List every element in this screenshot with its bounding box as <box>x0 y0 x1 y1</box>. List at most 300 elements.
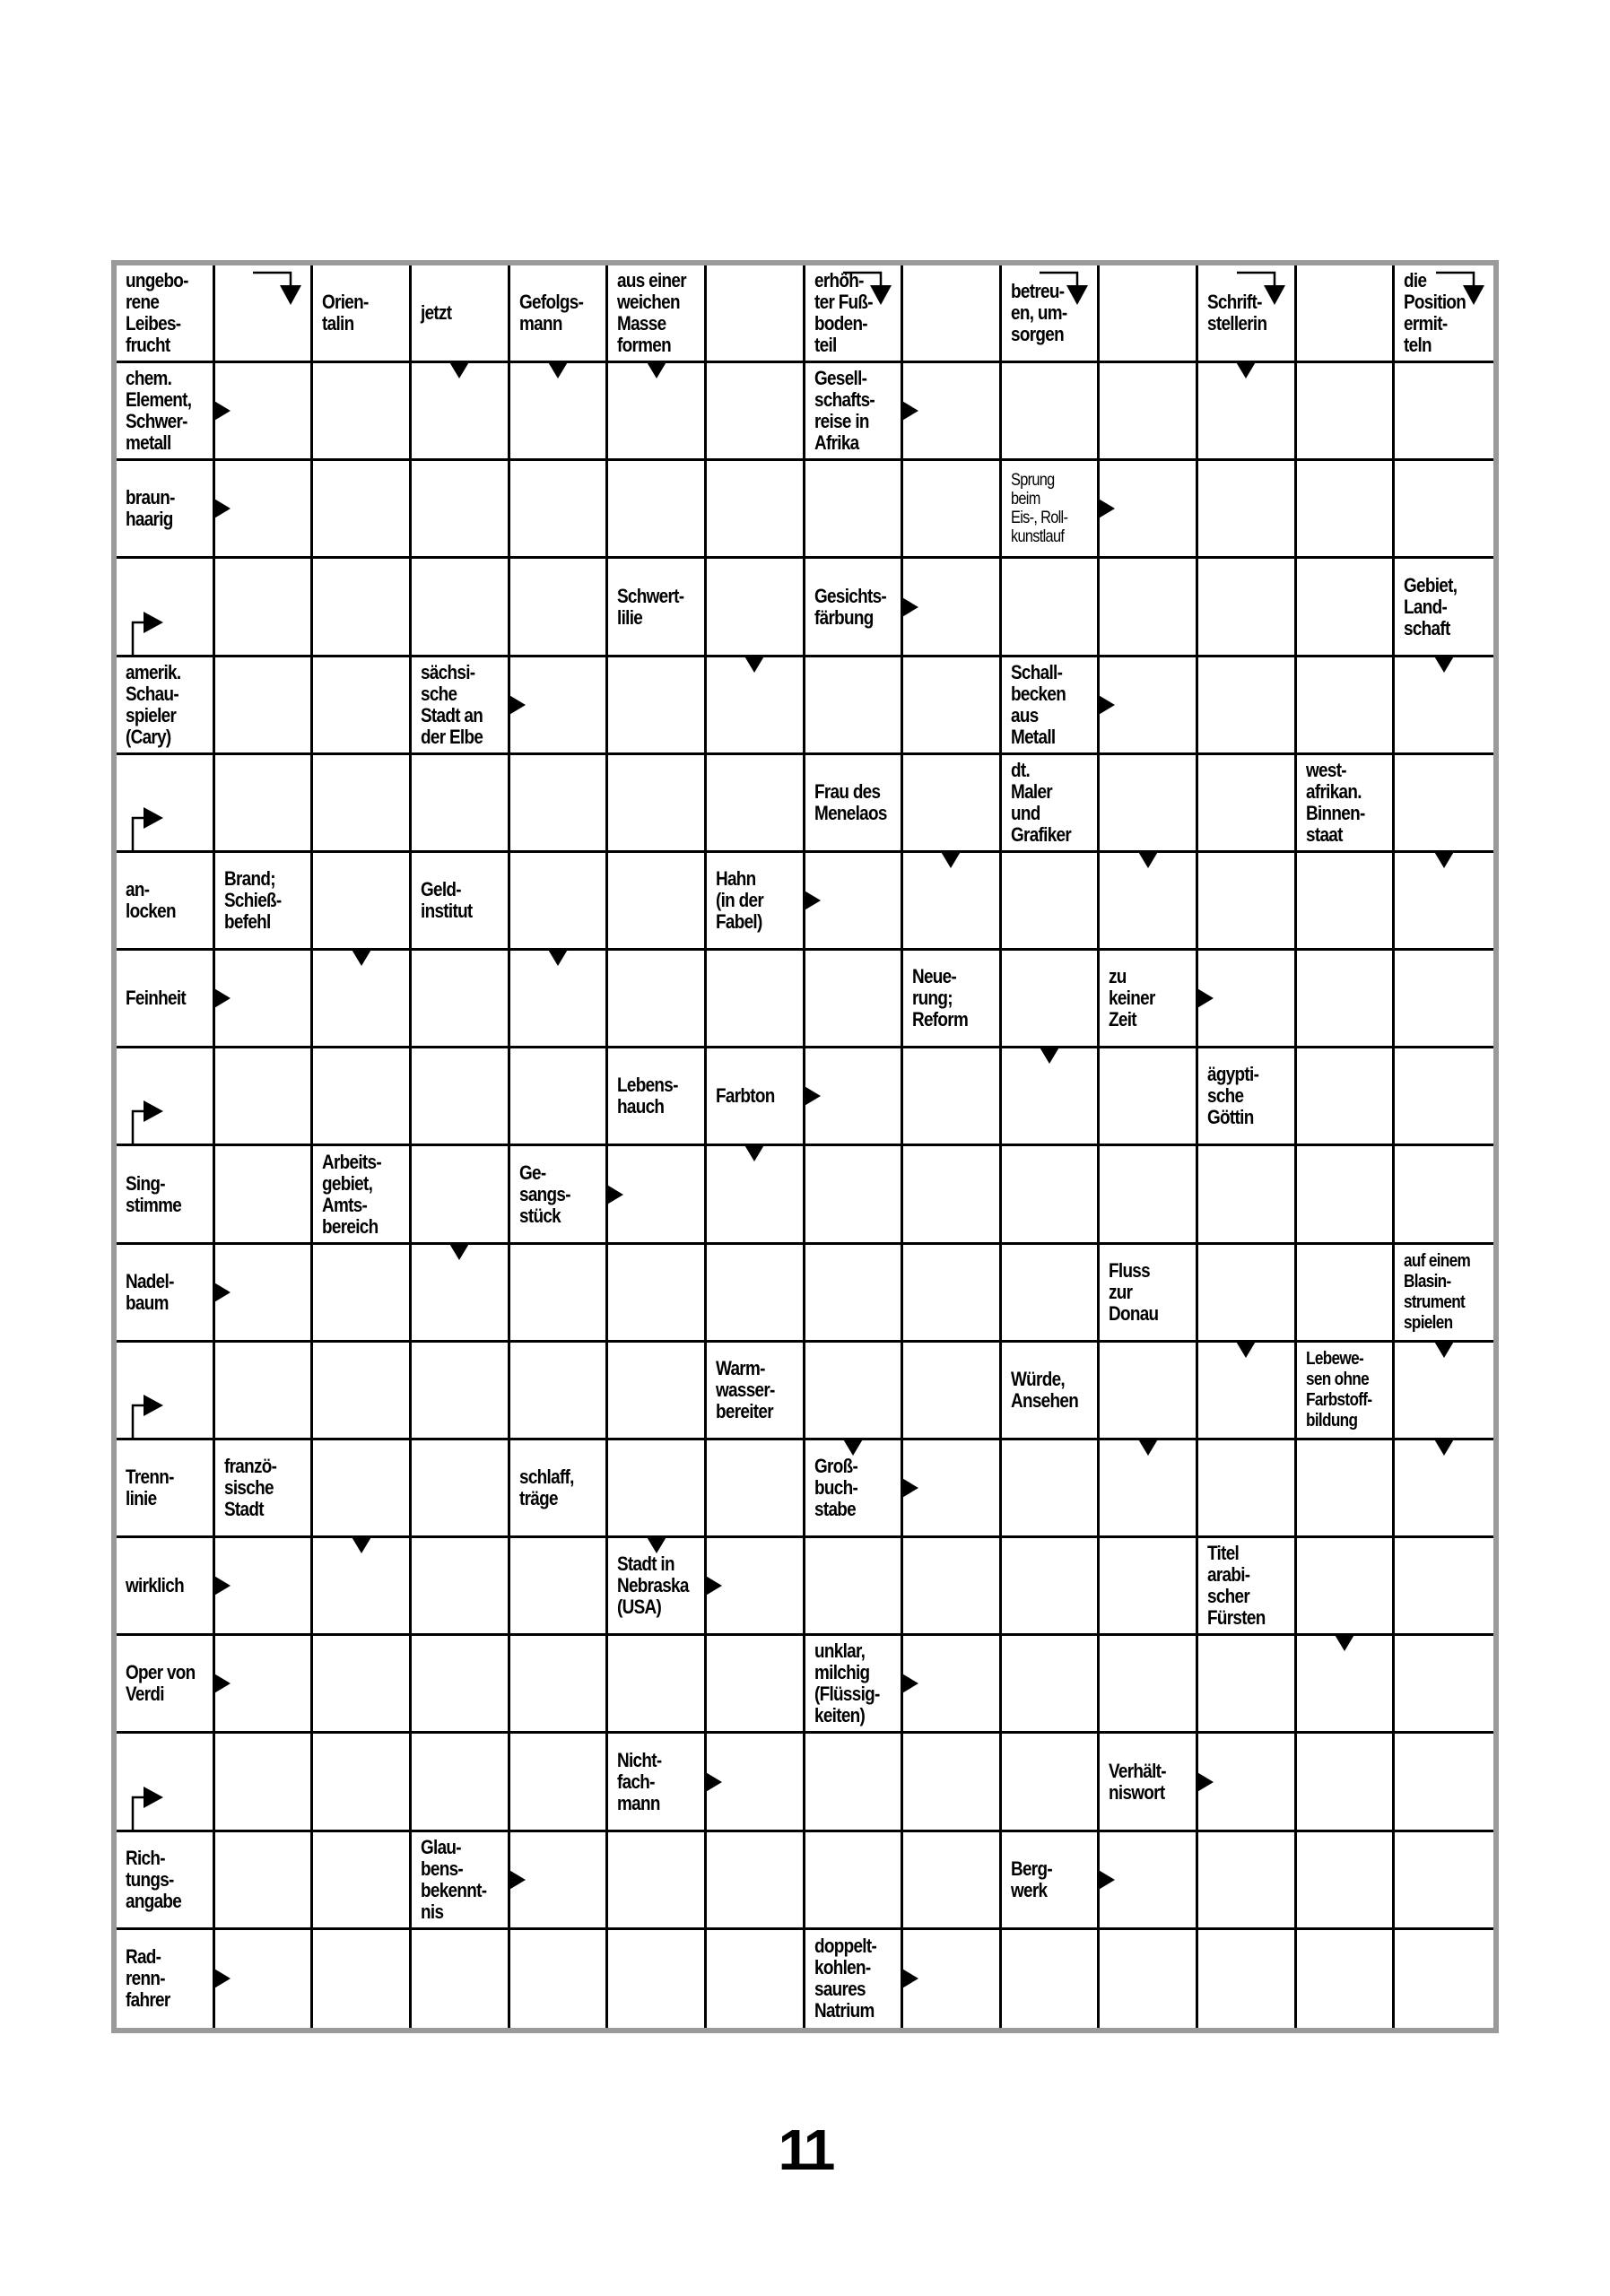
answer-cell[interactable] <box>1100 265 1198 363</box>
clue-box <box>1297 1343 1393 1438</box>
clue-box <box>412 265 508 361</box>
answer-cell[interactable] <box>510 1538 609 1636</box>
clue-text: Lebewe- sen ohne Farbstoff- bildung <box>1305 1348 1372 1431</box>
bent-arrow-right-icon <box>129 1090 165 1144</box>
answer-cell[interactable] <box>313 1636 412 1734</box>
answer-cell[interactable] <box>313 657 412 755</box>
clue-cell <box>805 265 904 363</box>
answer-cell[interactable] <box>412 1734 510 1831</box>
clue-box <box>1100 951 1196 1046</box>
arrow-down-icon <box>1433 1438 1455 1456</box>
clue-cell <box>117 657 215 755</box>
arrow-right-icon <box>901 1477 918 1499</box>
answer-cell[interactable] <box>412 1538 510 1636</box>
clue-cell <box>1395 265 1493 363</box>
answer-cell[interactable] <box>608 1930 707 2028</box>
answer-cell[interactable] <box>1100 559 1198 657</box>
answer-cell[interactable] <box>805 1832 904 1930</box>
arrow-down-icon <box>1433 655 1455 673</box>
arrow-right-icon <box>213 1575 231 1596</box>
answer-cell[interactable] <box>1395 1048 1493 1146</box>
answer-cell[interactable] <box>1198 853 1297 951</box>
answer-cell[interactable] <box>903 657 1002 755</box>
page-number: 11 <box>778 2118 832 2182</box>
answer-cell[interactable] <box>117 1343 215 1440</box>
answer-cell[interactable] <box>1395 461 1493 559</box>
answer-cell[interactable] <box>903 755 1002 853</box>
clue-cell <box>1198 1048 1297 1146</box>
clue-box <box>1198 1048 1294 1144</box>
clue-box <box>1198 1538 1294 1633</box>
answer-cell[interactable] <box>1395 1832 1493 1930</box>
clue-box <box>117 363 213 458</box>
clue-text: Groß- buch- stabe <box>814 1455 857 1521</box>
answer-cell[interactable] <box>903 1538 1002 1636</box>
answer-cell[interactable] <box>215 1146 314 1244</box>
answer-cell[interactable] <box>215 755 314 853</box>
answer-cell[interactable] <box>215 265 314 363</box>
answer-cell[interactable] <box>805 657 904 755</box>
answer-cell[interactable] <box>1297 1146 1396 1244</box>
answer-cell[interactable] <box>805 461 904 559</box>
clue-box <box>805 1636 901 1731</box>
answer-cell[interactable] <box>903 1343 1002 1440</box>
clue-text: Schrift- stellerin <box>1207 291 1267 335</box>
answer-cell[interactable] <box>1297 1734 1396 1831</box>
answer-cell[interactable] <box>1198 559 1297 657</box>
answer-cell[interactable] <box>1395 1734 1493 1831</box>
clue-cell <box>903 951 1002 1048</box>
answer-cell[interactable] <box>1002 1245 1101 1343</box>
arrow-down-icon <box>1137 1438 1159 1456</box>
answer-cell[interactable] <box>805 1538 904 1636</box>
clue-box <box>1002 755 1098 850</box>
clue-text: Titel arabi- scher Fürsten <box>1207 1542 1266 1630</box>
answer-cell[interactable] <box>1100 1636 1198 1734</box>
clue-cell <box>1002 755 1101 853</box>
clue-cell <box>117 1245 215 1343</box>
clue-cell <box>1100 1734 1198 1831</box>
clue-cell <box>1198 265 1297 363</box>
bent-arrow-right-icon <box>129 796 165 850</box>
arrow-right-icon <box>1097 694 1115 716</box>
clue-cell <box>412 265 510 363</box>
arrow-right-icon <box>508 1869 526 1891</box>
clue-text: Schall- becken aus Metall <box>1010 660 1066 748</box>
answer-cell[interactable] <box>1297 1930 1396 2028</box>
arrow-down-icon <box>351 1535 372 1553</box>
answer-cell[interactable] <box>1100 1930 1198 2028</box>
clue-cell <box>707 1343 805 1440</box>
arrow-down-icon <box>1039 1046 1060 1064</box>
arrow-down-icon <box>547 361 569 378</box>
clue-box <box>117 1538 213 1633</box>
answer-cell[interactable] <box>608 853 707 951</box>
answer-cell[interactable] <box>1198 1930 1297 2028</box>
clue-cell <box>805 559 904 657</box>
clue-text: Verhält- niswort <box>1109 1759 1167 1804</box>
clue-text: Frau des Menelaos <box>814 779 887 824</box>
clue-text: dt. Maler und Grafiker <box>1010 758 1071 846</box>
arrow-down-icon <box>1235 361 1257 378</box>
answer-cell[interactable] <box>1100 1048 1198 1146</box>
answer-cell[interactable] <box>903 1146 1002 1244</box>
answer-cell[interactable] <box>412 951 510 1048</box>
bent-arrow-right-icon <box>129 1384 165 1438</box>
clue-text: die Position ermit- teln <box>1404 269 1466 357</box>
bent-arrow-down-icon <box>1038 269 1093 309</box>
clue-text: franzö- sische Stadt <box>223 1455 276 1521</box>
bent-arrow-down-icon <box>1235 269 1291 309</box>
clue-box <box>608 559 704 654</box>
answer-cell[interactable] <box>1395 1538 1493 1636</box>
answer-cell[interactable] <box>707 559 805 657</box>
clue-box <box>313 1146 409 1241</box>
answer-cell[interactable] <box>215 1734 314 1831</box>
answer-cell[interactable] <box>1297 657 1396 755</box>
answer-cell[interactable] <box>1002 1146 1101 1244</box>
clue-cell <box>1002 461 1101 559</box>
answer-cell[interactable] <box>608 1440 707 1538</box>
clue-text: erhöh- ter Fuß- boden- teil <box>814 269 873 357</box>
clue-box <box>805 755 901 850</box>
clue-cell <box>313 1146 412 1244</box>
clue-text: unklar, milchig (Flüssig- keiten) <box>814 1639 880 1727</box>
answer-cell[interactable] <box>1002 559 1101 657</box>
answer-cell[interactable] <box>313 1440 412 1538</box>
clue-cell <box>1002 1343 1101 1440</box>
answer-cell[interactable] <box>412 755 510 853</box>
answer-cell[interactable] <box>1002 363 1101 461</box>
answer-cell[interactable] <box>903 461 1002 559</box>
answer-cell[interactable] <box>510 461 609 559</box>
arrow-down-icon <box>547 948 569 966</box>
arrow-right-icon <box>1196 1771 1214 1793</box>
answer-cell[interactable] <box>1002 951 1101 1048</box>
answer-cell[interactable] <box>215 657 314 755</box>
clue-box <box>117 951 213 1046</box>
answer-cell[interactable] <box>707 1636 805 1734</box>
answer-cell[interactable] <box>1297 1538 1396 1636</box>
answer-cell[interactable] <box>313 853 412 951</box>
answer-cell[interactable] <box>313 755 412 853</box>
answer-cell[interactable] <box>1297 363 1396 461</box>
answer-cell[interactable] <box>1002 853 1101 951</box>
clue-box <box>117 1636 213 1731</box>
answer-cell[interactable] <box>1297 559 1396 657</box>
clue-cell <box>608 1048 707 1146</box>
answer-cell[interactable] <box>313 1832 412 1930</box>
answer-cell[interactable] <box>1395 1930 1493 2028</box>
clue-text: Nadel- baum <box>126 1269 174 1314</box>
answer-cell[interactable] <box>1395 951 1493 1048</box>
arrow-right-icon <box>803 1085 821 1107</box>
answer-cell[interactable] <box>1002 1538 1101 1636</box>
answer-cell[interactable] <box>707 1930 805 2028</box>
clue-cell <box>117 1930 215 2028</box>
answer-cell[interactable] <box>1395 363 1493 461</box>
answer-cell[interactable] <box>510 1245 609 1343</box>
clue-box <box>117 1930 213 2028</box>
answer-cell[interactable] <box>1198 1440 1297 1538</box>
clue-text: Berg- werk <box>1010 1857 1052 1901</box>
clue-text: Brand; Schieß- befehl <box>223 867 282 934</box>
answer-cell[interactable] <box>215 1343 314 1440</box>
clue-box <box>412 1832 508 1927</box>
answer-cell[interactable] <box>903 265 1002 363</box>
clue-cell <box>1100 1245 1198 1343</box>
clue-text: Schwert- lilie <box>617 584 684 629</box>
answer-cell[interactable] <box>707 1245 805 1343</box>
clue-box <box>510 265 606 361</box>
answer-cell[interactable] <box>1297 1048 1396 1146</box>
answer-cell[interactable] <box>1297 1440 1396 1538</box>
answer-cell[interactable] <box>608 755 707 853</box>
clue-box <box>1002 1343 1098 1438</box>
clue-cell <box>1002 657 1101 755</box>
answer-cell[interactable] <box>805 1734 904 1831</box>
answer-cell[interactable] <box>1002 1440 1101 1538</box>
answer-cell[interactable] <box>1198 755 1297 853</box>
clue-box <box>707 1343 803 1438</box>
answer-cell[interactable] <box>707 1832 805 1930</box>
arrow-down-icon <box>351 948 372 966</box>
clue-cell <box>117 853 215 951</box>
clue-text: doppelt- kohlen- saures Natrium <box>814 1935 876 2022</box>
arrow-right-icon <box>213 1282 231 1303</box>
answer-cell[interactable] <box>707 461 805 559</box>
clue-cell <box>412 1832 510 1930</box>
clue-box <box>1395 1245 1493 1340</box>
answer-cell[interactable] <box>1100 755 1198 853</box>
clue-text: Feinheit <box>126 987 187 1010</box>
answer-cell[interactable] <box>1100 1343 1198 1440</box>
answer-cell[interactable] <box>1002 1734 1101 1831</box>
crossword-grid <box>117 265 1493 2028</box>
clue-cell <box>117 1538 215 1636</box>
answer-cell[interactable] <box>805 951 904 1048</box>
clue-cell <box>1198 1538 1297 1636</box>
answer-cell[interactable] <box>903 1048 1002 1146</box>
clue-cell <box>608 265 707 363</box>
arrow-right-icon <box>213 1673 231 1694</box>
clue-text: Farbton <box>715 1084 775 1108</box>
clue-text: Arbeits- gebiet, Amts- bereich <box>322 1150 382 1238</box>
answer-cell[interactable] <box>313 1048 412 1146</box>
answer-cell[interactable] <box>117 559 215 657</box>
arrow-down-icon <box>842 1438 864 1456</box>
clue-box <box>1002 461 1098 556</box>
arrow-right-icon <box>901 596 918 618</box>
clue-text: auf einem Blasin- strument spielen <box>1404 1250 1471 1333</box>
answer-cell[interactable] <box>117 1048 215 1146</box>
answer-cell[interactable] <box>1297 853 1396 951</box>
answer-cell[interactable] <box>1395 1636 1493 1734</box>
clue-cell <box>117 1832 215 1930</box>
answer-cell[interactable] <box>412 461 510 559</box>
clue-box <box>903 951 999 1046</box>
answer-cell[interactable] <box>510 1734 609 1831</box>
answer-cell[interactable] <box>1297 951 1396 1048</box>
arrow-right-icon <box>605 1184 623 1205</box>
clue-box <box>608 1734 704 1829</box>
answer-cell[interactable] <box>1198 1832 1297 1930</box>
answer-cell[interactable] <box>608 1832 707 1930</box>
clue-cell <box>805 1636 904 1734</box>
arrow-down-icon <box>646 361 667 378</box>
answer-cell[interactable] <box>313 363 412 461</box>
clue-cell <box>1297 755 1396 853</box>
clue-box <box>805 363 901 458</box>
arrow-right-icon <box>901 1968 918 1989</box>
bent-arrow-right-icon <box>129 601 165 655</box>
answer-cell[interactable] <box>412 1930 510 2028</box>
answer-cell[interactable] <box>1002 1930 1101 2028</box>
answer-cell[interactable] <box>510 853 609 951</box>
answer-cell[interactable] <box>1198 461 1297 559</box>
answer-cell[interactable] <box>707 363 805 461</box>
clue-text: Geld- institut <box>420 878 473 923</box>
answer-cell[interactable] <box>412 1440 510 1538</box>
arrow-right-icon <box>213 987 231 1009</box>
answer-cell[interactable] <box>707 951 805 1048</box>
answer-cell[interactable] <box>412 1048 510 1146</box>
answer-cell[interactable] <box>1198 1636 1297 1734</box>
answer-cell[interactable] <box>608 461 707 559</box>
clue-cell <box>510 265 609 363</box>
bent-arrow-down-icon <box>1434 269 1490 309</box>
answer-cell[interactable] <box>313 1930 412 2028</box>
answer-cell[interactable] <box>412 1343 510 1440</box>
bent-arrow-down-icon <box>841 269 897 309</box>
clue-text: Ge- sangs- stück <box>518 1161 570 1227</box>
answer-cell[interactable] <box>313 1245 412 1343</box>
clue-cell <box>1100 951 1198 1048</box>
clue-text: Gesichts- färbung <box>814 584 886 629</box>
answer-cell[interactable] <box>1100 1146 1198 1244</box>
answer-cell[interactable] <box>805 1245 904 1343</box>
arrow-right-icon <box>901 1673 918 1694</box>
clue-box <box>117 657 213 752</box>
clue-cell <box>117 1636 215 1734</box>
answer-cell[interactable] <box>510 559 609 657</box>
answer-cell[interactable] <box>1198 657 1297 755</box>
clue-text: chem. Element, Schwer- metall <box>126 367 192 455</box>
bent-arrow-down-icon <box>251 269 307 309</box>
answer-cell[interactable] <box>412 1146 510 1244</box>
answer-cell[interactable] <box>1297 461 1396 559</box>
arrow-down-icon <box>1334 1633 1355 1651</box>
answer-cell[interactable] <box>117 1734 215 1831</box>
answer-cell[interactable] <box>117 755 215 853</box>
clue-cell <box>1002 1832 1101 1930</box>
answer-cell[interactable] <box>1002 1636 1101 1734</box>
answer-cell[interactable] <box>707 755 805 853</box>
answer-cell[interactable] <box>1297 1245 1396 1343</box>
clue-box <box>1100 1245 1196 1340</box>
answer-cell[interactable] <box>1198 1146 1297 1244</box>
clue-text: Trenn- linie <box>126 1465 174 1510</box>
clue-box <box>412 657 508 752</box>
answer-cell[interactable] <box>510 755 609 853</box>
answer-cell[interactable] <box>1395 755 1493 853</box>
clue-text: Stadt in Nebraska (USA) <box>617 1552 689 1619</box>
clue-cell <box>1395 559 1493 657</box>
answer-cell[interactable] <box>608 1343 707 1440</box>
answer-cell[interactable] <box>1100 1538 1198 1636</box>
answer-cell[interactable] <box>215 1048 314 1146</box>
answer-cell[interactable] <box>608 1245 707 1343</box>
answer-cell[interactable] <box>608 1636 707 1734</box>
clue-cell <box>117 265 215 363</box>
crossword-puzzle <box>111 260 1499 2033</box>
clue-box <box>608 1048 704 1144</box>
answer-cell[interactable] <box>412 1636 510 1734</box>
answer-cell[interactable] <box>510 1343 609 1440</box>
clue-text: amerik. Schau- spieler (Cary) <box>126 660 181 748</box>
answer-cell[interactable] <box>313 461 412 559</box>
clue-cell <box>1297 1343 1396 1440</box>
clue-text: ungebo- rene Leibes- frucht <box>126 269 188 357</box>
answer-cell[interactable] <box>313 559 412 657</box>
arrow-down-icon <box>448 1242 470 1260</box>
clue-box <box>215 853 311 948</box>
answer-cell[interactable] <box>1395 1146 1493 1244</box>
arrow-right-icon <box>213 1968 231 1989</box>
clue-text: zu keiner Zeit <box>1109 965 1156 1031</box>
answer-cell[interactable] <box>903 1734 1002 1831</box>
answer-cell[interactable] <box>608 657 707 755</box>
clue-box <box>117 1440 213 1535</box>
answer-cell[interactable] <box>903 1832 1002 1930</box>
answer-cell[interactable] <box>215 1832 314 1930</box>
clue-box <box>117 1832 213 1927</box>
answer-cell[interactable] <box>1297 1832 1396 1930</box>
clue-text: aus einer weichen Masse formen <box>617 269 687 357</box>
answer-cell[interactable] <box>510 1930 609 2028</box>
clue-cell <box>707 853 805 951</box>
arrow-right-icon <box>1196 987 1214 1009</box>
answer-cell[interactable] <box>313 1343 412 1440</box>
answer-cell[interactable] <box>313 1734 412 1831</box>
clue-box <box>215 1440 311 1535</box>
arrow-right-icon <box>901 400 918 422</box>
answer-cell[interactable] <box>510 1636 609 1734</box>
answer-cell[interactable] <box>805 1146 904 1244</box>
clue-box <box>510 1146 606 1241</box>
answer-cell[interactable] <box>707 1440 805 1538</box>
answer-cell[interactable] <box>707 265 805 363</box>
answer-cell[interactable] <box>1100 363 1198 461</box>
answer-cell[interactable] <box>903 1245 1002 1343</box>
clue-text: Gesell- schafts- reise in Afrika <box>814 367 875 455</box>
clue-box <box>1002 1832 1098 1927</box>
answer-cell[interactable] <box>215 559 314 657</box>
answer-cell[interactable] <box>1297 265 1396 363</box>
answer-cell[interactable] <box>412 559 510 657</box>
clue-box <box>510 1440 606 1535</box>
answer-cell[interactable] <box>510 1048 609 1146</box>
clue-box <box>707 1048 803 1144</box>
clue-text: Fluss zur Donau <box>1109 1258 1159 1325</box>
clue-cell <box>313 265 412 363</box>
answer-cell[interactable] <box>1198 1245 1297 1343</box>
clue-cell <box>117 461 215 559</box>
clue-text: Orien- talin <box>322 291 369 335</box>
answer-cell[interactable] <box>608 951 707 1048</box>
answer-cell[interactable] <box>805 1343 904 1440</box>
clue-text: Warm- wasser- bereiter <box>715 1356 775 1422</box>
